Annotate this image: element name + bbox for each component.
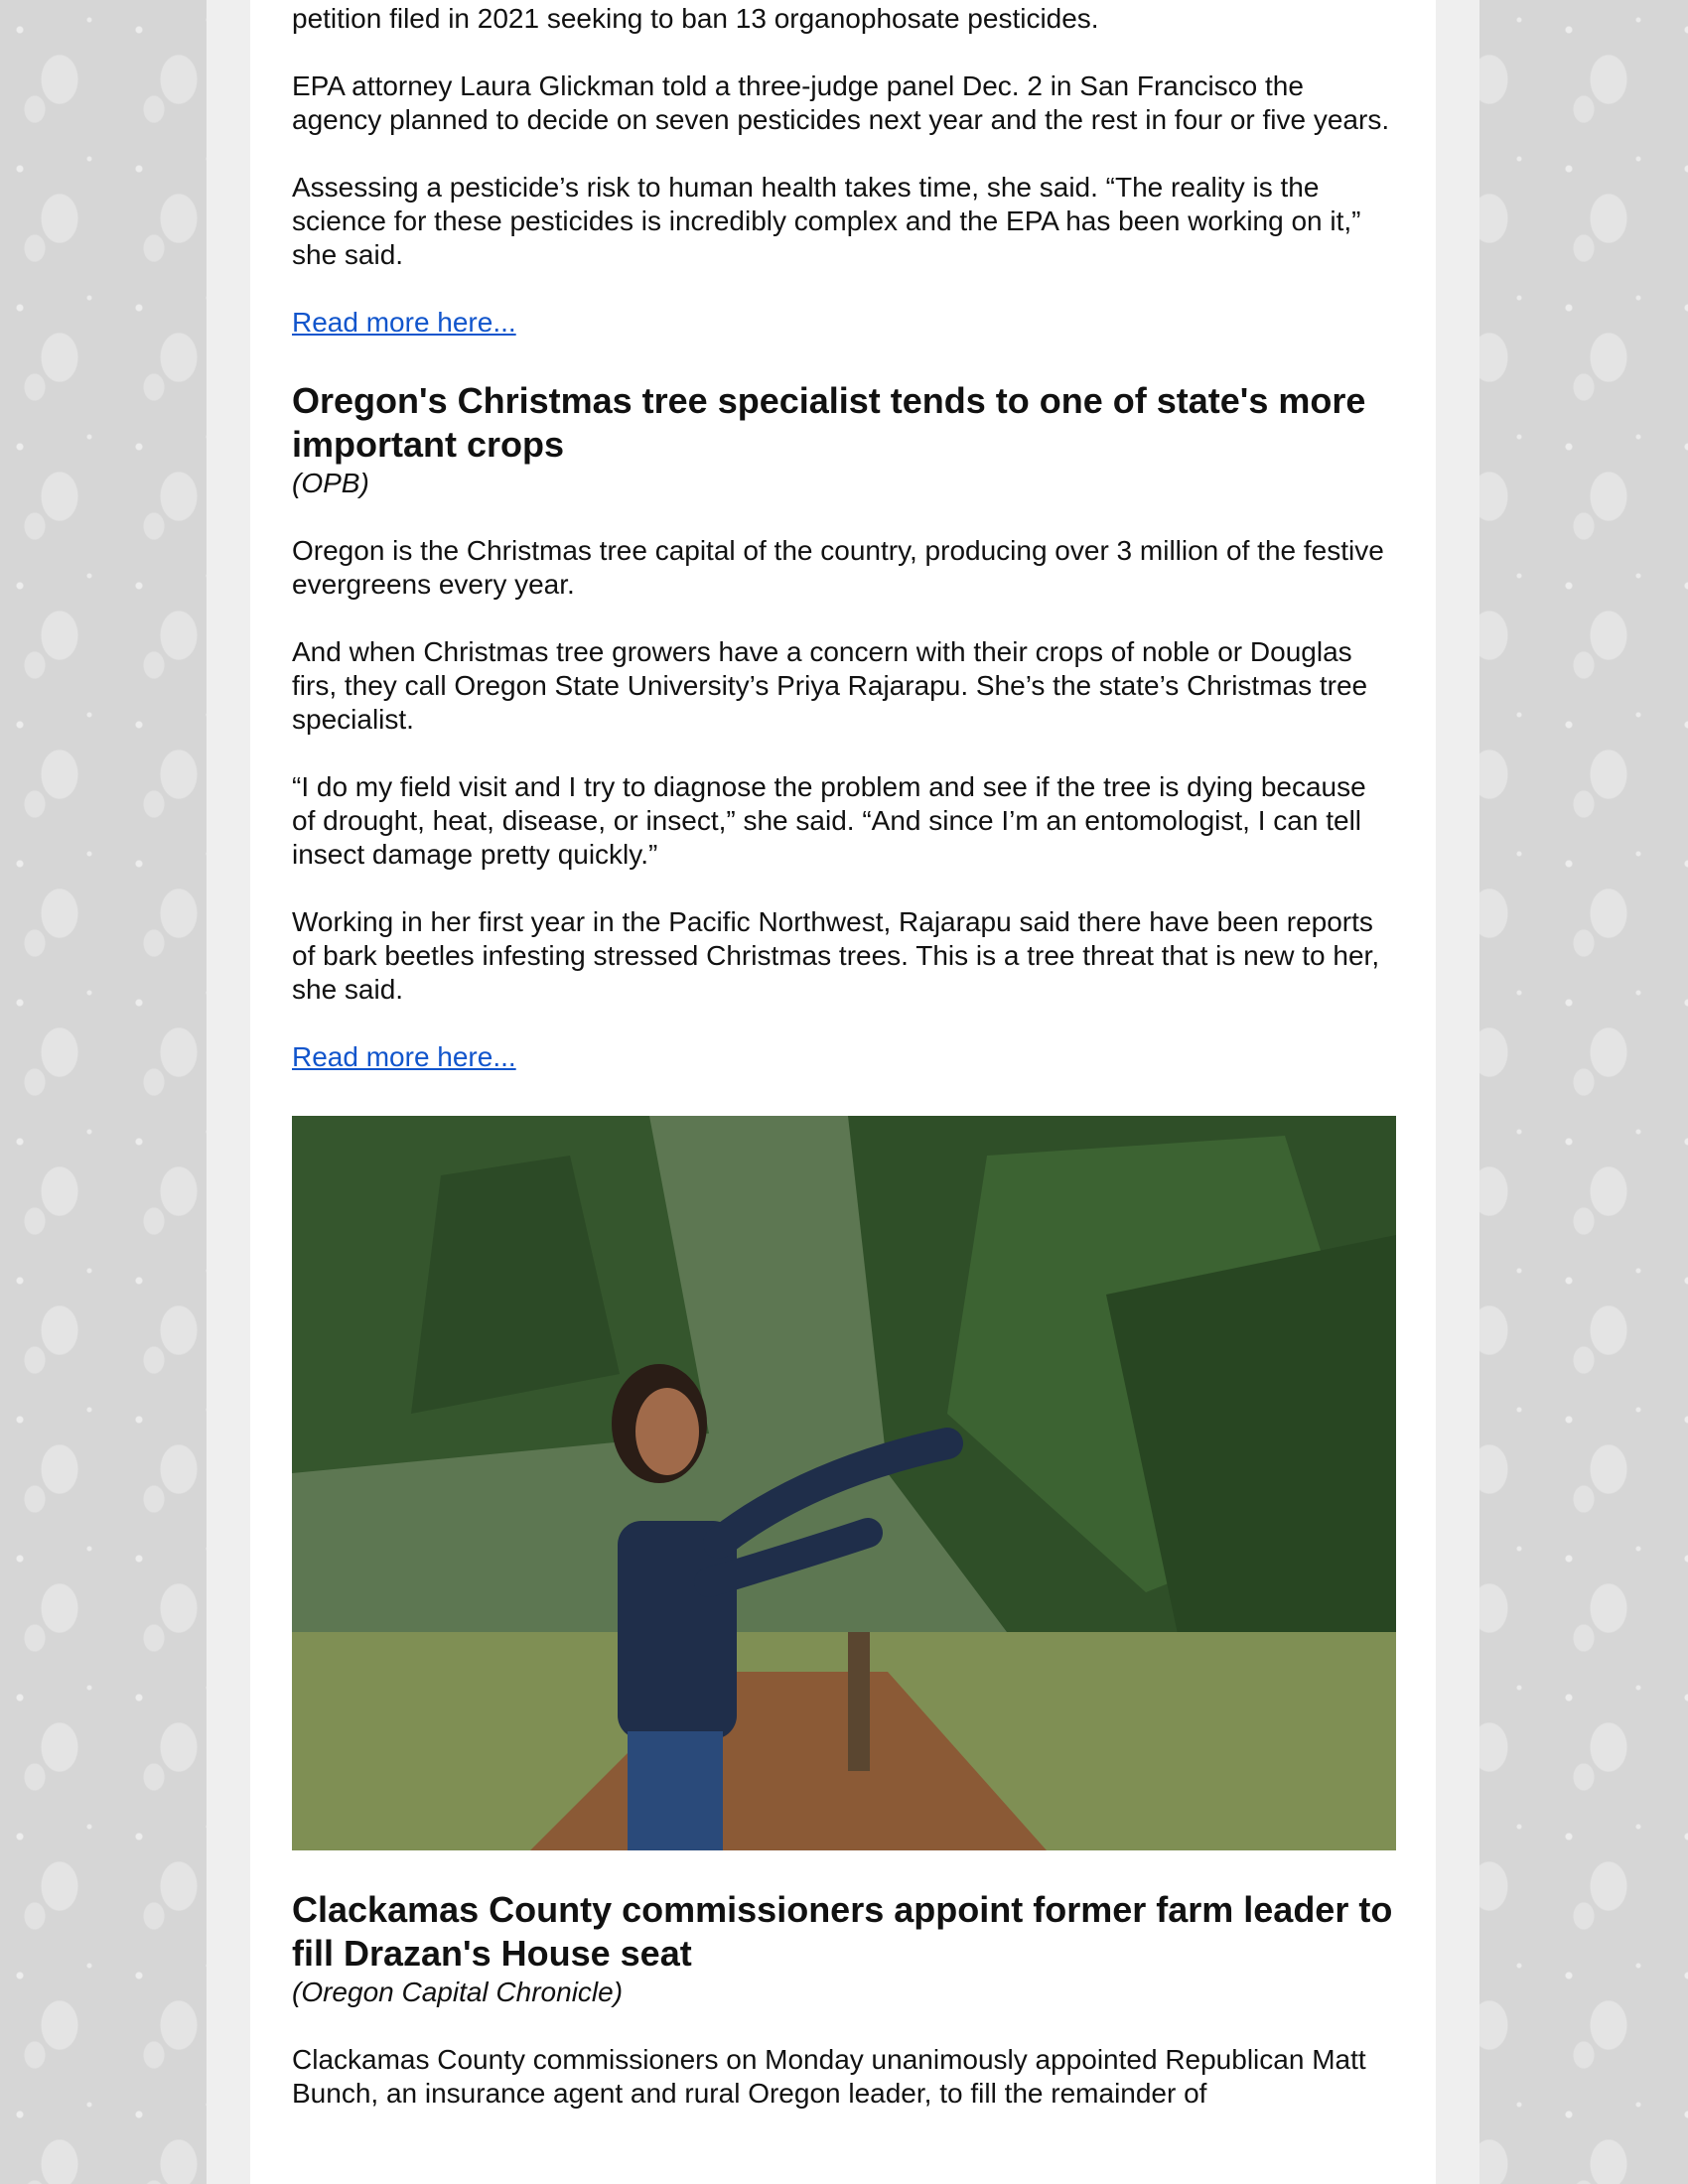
article1-intro: petition filed in 2021 seeking to ban 13 organophosate pesticides. <box>292 3 1099 34</box>
article3-source: (Oregon Capital Chronicle) <box>292 1977 624 2007</box>
article3-title: Clackamas County commissioners appoint former farm leader to fill Drazan's House seat <box>292 1889 1393 1974</box>
article3-paragraph: Clackamas County commissioners on Monday unanimously appointed Republican Matt Bunch, an insurance agent and rural Oregon leader, to fill the remainder of <box>292 2044 1366 2109</box>
article2-paragraph: And when Christmas tree growers have a concern with their crops of noble or Douglas firs, they call Oregon State University’s Priya Rajarapu. She’s the state’s Christmas tree specialist. <box>292 636 1368 735</box>
read-more-link[interactable]: Read more here... <box>292 1041 516 1072</box>
christmas-tree-photo <box>292 1116 1396 1850</box>
read-more-link[interactable]: Read more here... <box>292 307 516 338</box>
article2-source: (OPB) <box>292 468 369 498</box>
newsletter-column <box>292 0 1396 2111</box>
article2-paragraph: Working in her first year in the Pacific Northwest, Rajarapu said there have been reports of bark beetles infesting stressed Christmas trees. This is a tree threat that is new to her, she said. <box>292 906 1380 1005</box>
photo-illustration <box>292 1116 1396 1850</box>
article2-paragraph: Oregon is the Christmas tree capital of the country, producing over 3 million of the festive evergreens every year. <box>292 535 1384 600</box>
article2-title: Oregon's Christmas tree specialist tends to one of state's more important crops <box>292 380 1366 465</box>
article1-paragraph: Assessing a pesticide’s risk to human health takes time, she said. “The reality is the science for these pesticides is incredibly complex and the EPA has been working on it,” she said. <box>292 172 1361 270</box>
article1-paragraph: EPA attorney Laura Glickman told a three-judge panel Dec. 2 in San Francisco the agency planned to decide on seven pesticides next year and the rest in four or five years. <box>292 70 1390 135</box>
article2-paragraph: “I do my field visit and I try to diagnose the problem and see if the tree is dying because of drought, heat, disease, or insect,” she said. “And since I’m an entomologist, I can tell insect damage pretty quickly.” <box>292 771 1366 870</box>
